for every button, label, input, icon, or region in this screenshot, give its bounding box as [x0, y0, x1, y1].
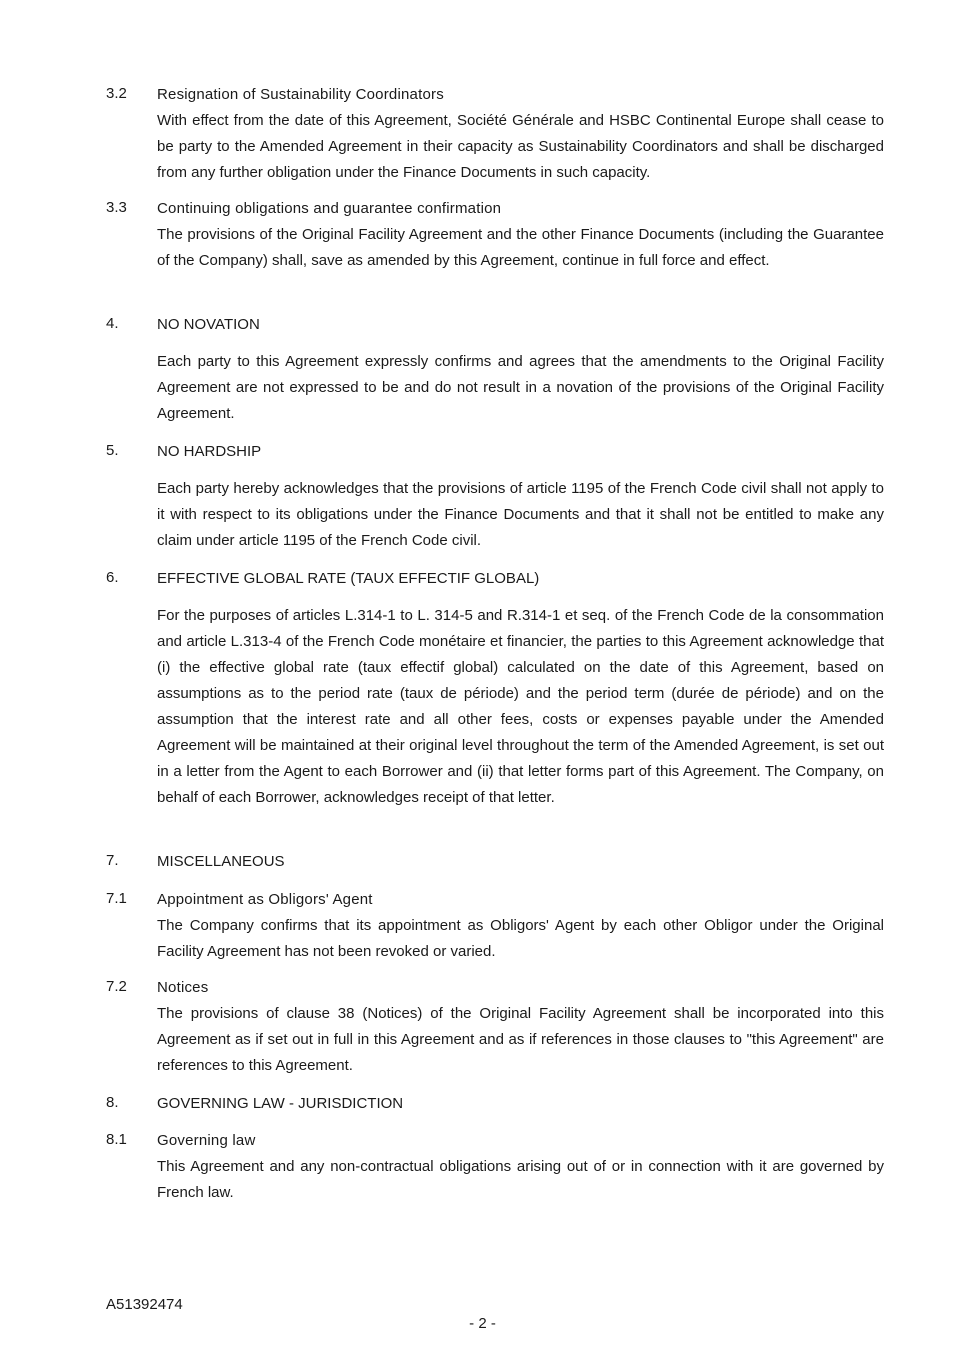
section-paragraph: The provisions of clause 38 (Notices) of the Original Facility Agreement shall be incorporated into this Agreement as if set out in full in this Agreement and as if references in those clauses to "this Agreement" are references to this Agreement.	[157, 1005, 884, 1074]
section-number: 7.1	[106, 890, 127, 907]
section-heading: Appointment as Obligors' Agent	[157, 891, 373, 908]
section-heading: EFFECTIVE GLOBAL RATE (TAUX EFFECTIF GLOBAL)	[157, 570, 540, 587]
section-number: 3.3	[106, 199, 127, 216]
section-number: 6.	[106, 569, 119, 586]
section-number: 8.1	[106, 1131, 127, 1148]
section-paragraph: For the purposes of articles L.314-1 to L. 314-5 and R.314-1 et seq. of the French Code de la consommation and article L.313-4 of the French Code monétaire et financier, the parties to this Agreement acknowledge that (i) the effective global rate (taux effectif global) calculated on the date of this Agreement, based on assumptions as to the period rate (taux de période) and the period term (durée de période) and on the assumption that the interest rate and all other fees, costs or expenses payable under the Amended Agreement will be maintained at their original level throughout the term of the Amended Agreement, is set out in a letter from the Agent to each Borrower and (ii) that letter forms part of this Agreement. The Company, on behalf of each Borrower, acknowledges receipt of that letter.	[157, 607, 884, 806]
section-number: 7.	[106, 852, 119, 869]
section-number: 5.	[106, 442, 119, 459]
section-number: 7.2	[106, 978, 127, 995]
section-7	[106, 849, 884, 875]
section-heading: NO NOVATION	[157, 316, 260, 333]
page-number: - 2 -	[469, 1315, 496, 1332]
section-paragraph: Each party to this Agreement expressly confirms and agrees that the amendments to the Original Facility Agreement are not expressed to be and do not result in a novation of the provisions of the Original Facility Agreement.	[157, 353, 884, 422]
section-heading: GOVERNING LAW - JURISDICTION	[157, 1095, 404, 1112]
section-7-2	[106, 975, 884, 1079]
section-4-body	[106, 349, 884, 427]
section-heading: Resignation of Sustainability Coordinators	[157, 86, 444, 103]
section-number: 8.	[106, 1094, 119, 1111]
section-8-1	[106, 1128, 884, 1206]
section-6	[106, 566, 884, 592]
section-5	[106, 439, 884, 465]
section-number: 4.	[106, 315, 119, 332]
section-paragraph: With effect from the date of this Agreement, Société Générale and HSBC Continental Europe shall cease to be party to the Amended Agreement in their capacity as Sustainability Coordinators and shall be discharged from any further obligation under the Finance Documents in such capacity.	[157, 112, 884, 181]
section-heading: Notices	[157, 979, 209, 996]
section-number: 3.2	[106, 85, 127, 102]
section-3-3	[106, 196, 884, 274]
section-heading: Governing law	[157, 1132, 256, 1149]
document-reference: A51392474	[106, 1296, 183, 1313]
section-heading: Continuing obligations and guarantee confirmation	[157, 200, 502, 217]
section-heading: NO HARDSHIP	[157, 443, 262, 460]
section-paragraph: The provisions of the Original Facility Agreement and the other Finance Documents (including the Guarantee of the Company) shall, save as amended by this Agreement, continue in full force and effect.	[157, 226, 884, 269]
section-paragraph: The Company confirms that its appointment as Obligors' Agent by each other Obligor under the Original Facility Agreement has not been revoked or varied.	[157, 917, 884, 960]
section-paragraph: This Agreement and any non-contractual obligations arising out of or in connection with it are governed by French law.	[157, 1158, 884, 1201]
section-paragraph: Each party hereby acknowledges that the provisions of article 1195 of the French Code civil shall not apply to it with respect to its obligations under the Finance Documents and that it shall not be entitled to make any claim under article 1195 of the French Code civil.	[157, 480, 884, 549]
section-3-2	[106, 82, 884, 186]
section-6-body	[106, 603, 884, 811]
section-5-body	[106, 476, 884, 554]
section-7-1	[106, 887, 884, 965]
section-8	[106, 1091, 884, 1117]
section-heading: MISCELLANEOUS	[157, 853, 285, 870]
section-4	[106, 312, 884, 338]
